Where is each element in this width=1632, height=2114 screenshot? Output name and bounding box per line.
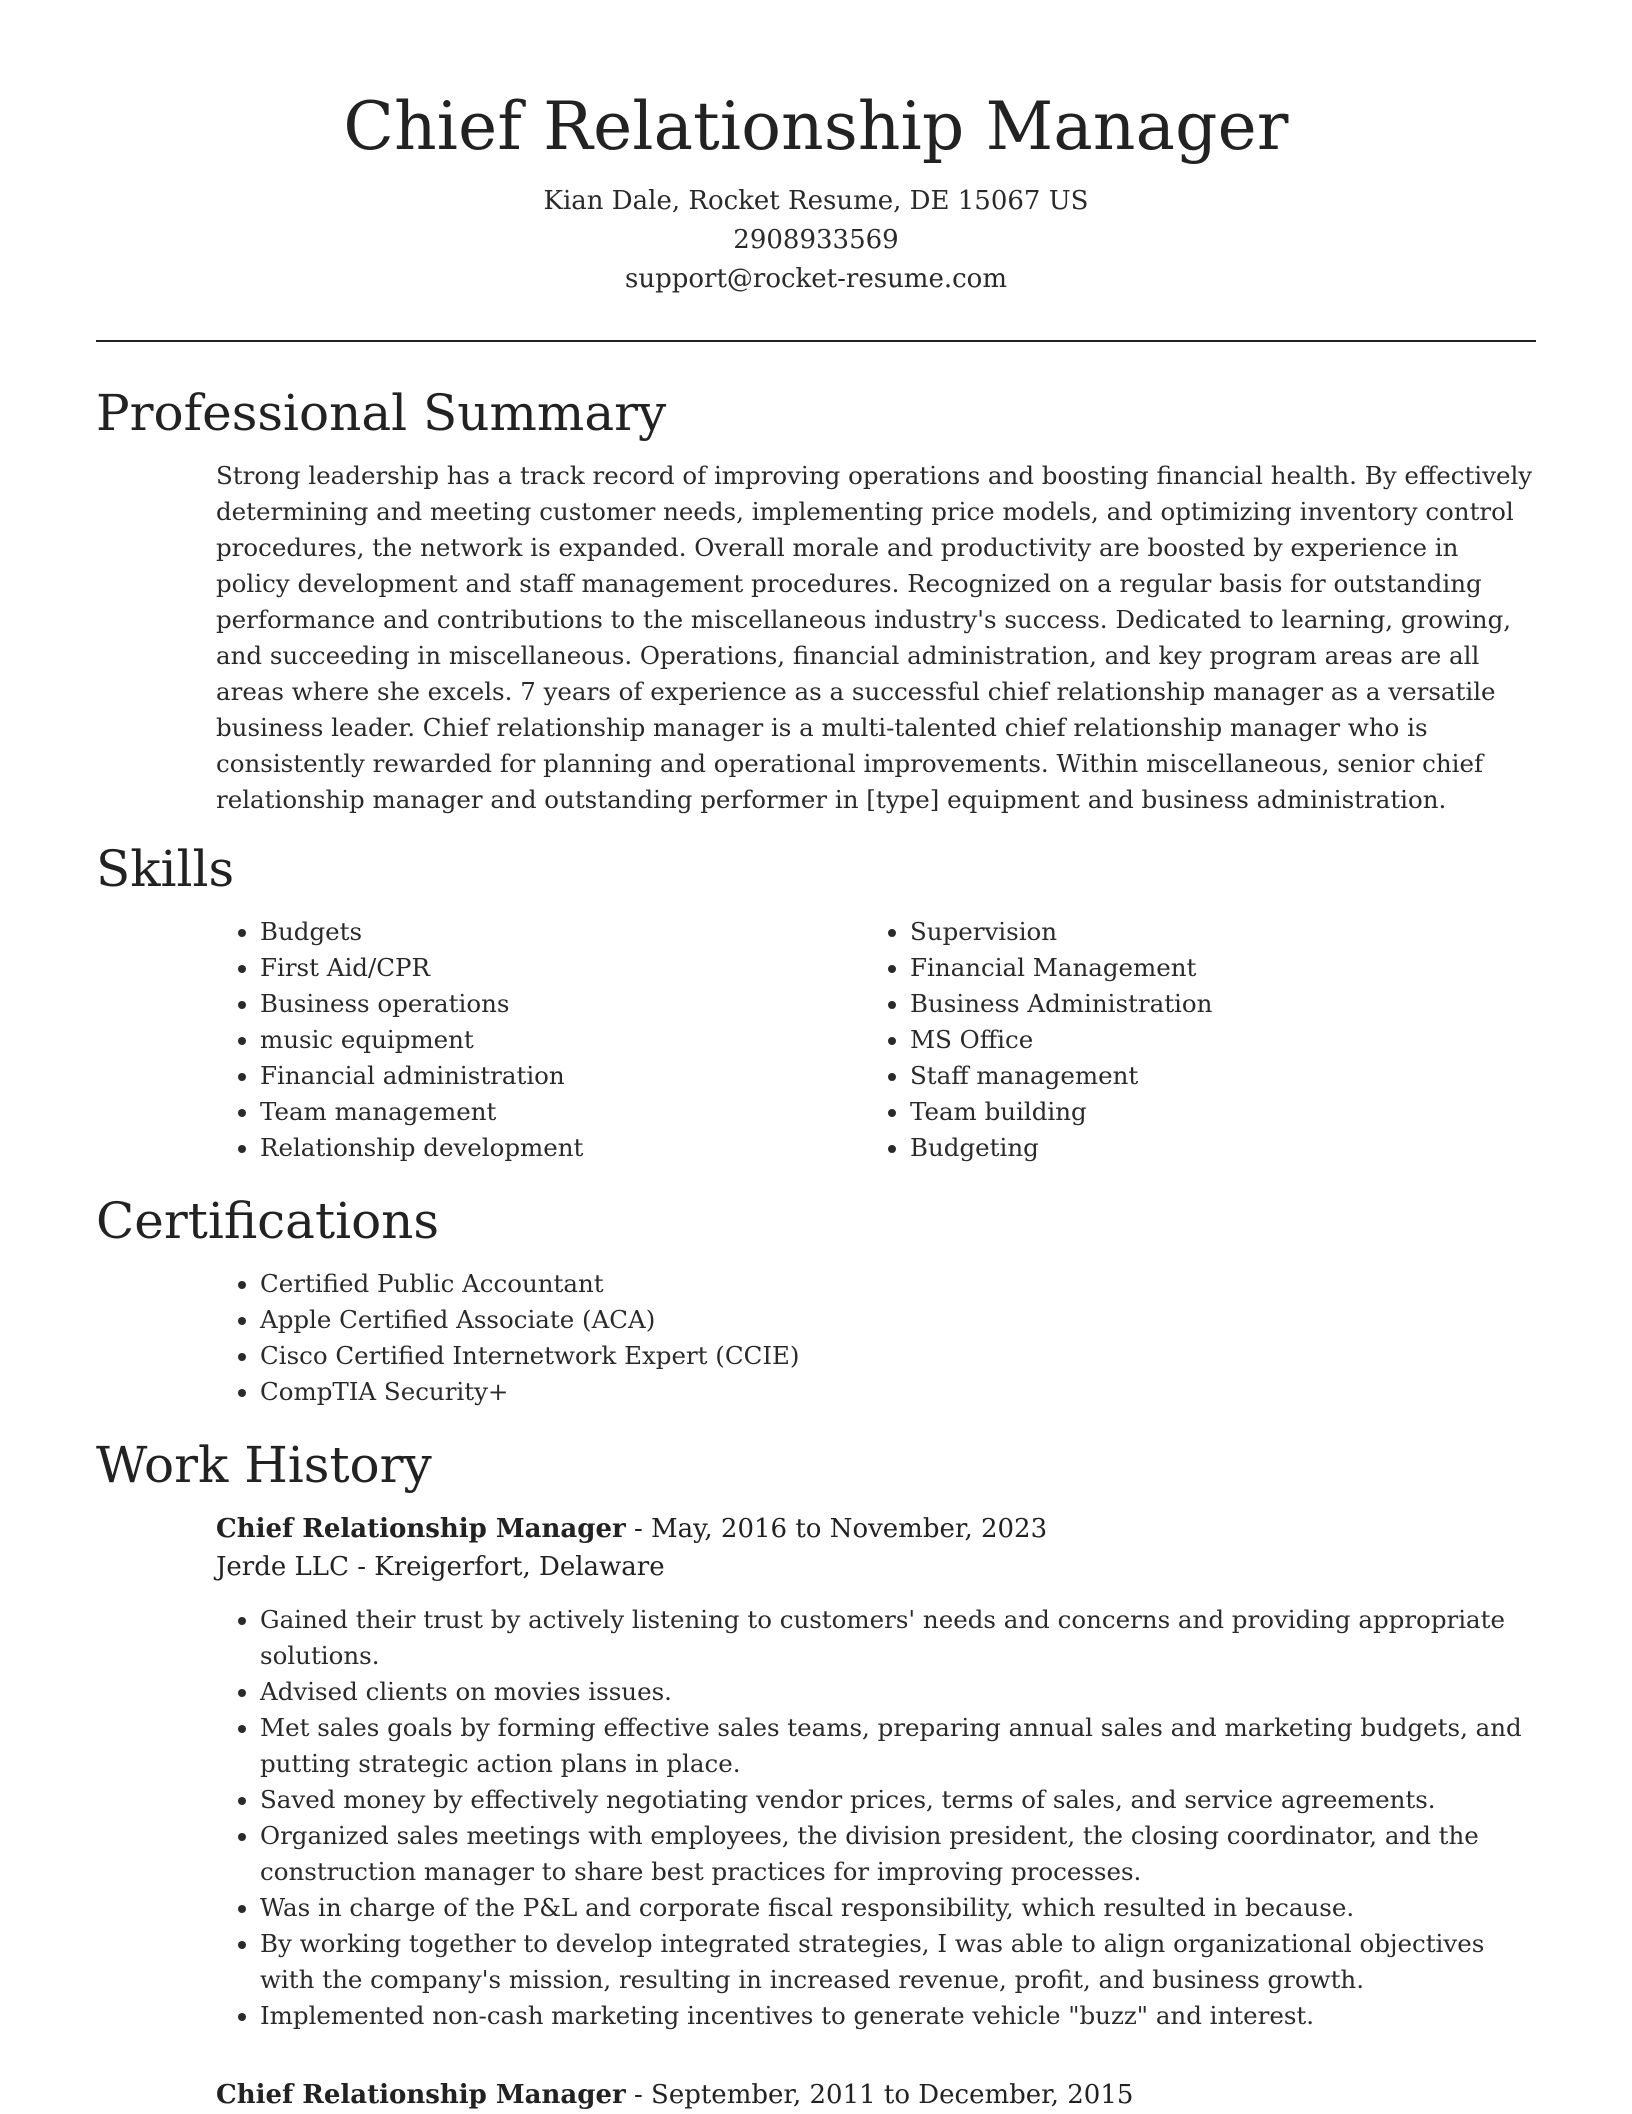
- skill-item: • Team management: [260, 1094, 866, 1130]
- skill-item: • First Aid/CPR: [260, 950, 866, 986]
- contact-phone: 2908933569: [733, 225, 899, 255]
- job-bullet: • Organized sales meetings with employees, the division president, the closing coordinator, and the construction manager to share best practices for improving processes.: [260, 1818, 1536, 1890]
- skill-item: • Team building: [910, 1094, 1516, 1130]
- skills-heading: Skills: [96, 840, 235, 898]
- certification-item: • Cisco Certified Internetwork Expert (CCIE): [260, 1338, 1536, 1374]
- job-title-line: [216, 1510, 1536, 1548]
- resume-title: Chief Relationship Manager: [343, 88, 1289, 165]
- certification-item: • Certified Public Accountant: [260, 1266, 1536, 1302]
- certifications-heading: Certifications: [96, 1192, 440, 1250]
- skill-item: • Relationship development: [260, 1130, 866, 1166]
- job-bullet: • Met sales goals by forming effective sales teams, preparing annual sales and marketing budgets, and putting strategic action plans in place.: [260, 1710, 1536, 1782]
- job-bullet: • By working together to develop integrated strategies, I was able to align organizational objectives with the company's mission, resulting in increased revenue, profit, and business growth.: [260, 1926, 1536, 1998]
- job-title: Chief Relationship Manager: [216, 1514, 626, 1544]
- job-bullet: • Advised clients on movies issues.: [260, 1674, 1536, 1710]
- skill-item: • Business operations: [260, 986, 866, 1022]
- job-company-location: Jerde LLC - Kreigerfort, Delaware: [216, 1552, 665, 1582]
- summary-text: Strong leadership has a track record of improving operations and boosting financial health. By effectively determining and meeting customer needs, implementing price models, and optimizing inventory control procedures, the network is expanded. Overall morale and productivity are boosted by experience in policy development and staff management procedures. Recognized on a regular basis for outstanding performance and contributions to the miscellaneous industry's success. Dedicated to learning, growing, and succeeding in miscellaneous. Operations, financial administration, and key program areas are all areas where she excels. 7 years of experience as a successful chief relationship manager as a versatile business leader. Chief relationship manager is a multi-talented chief relationship manager who is consistently rewarded for planning and operational improvements. Within miscellaneous, senior chief relationship manager and outstanding performer in [type] equipment and business administration.: [216, 461, 1533, 814]
- skills-right-column: [866, 914, 1516, 1166]
- job-bullet: • Gained their trust by actively listening to customers' needs and concerns and providing appropriate solutions.: [260, 1602, 1536, 1674]
- certifications-block: [216, 1266, 1536, 1410]
- skill-item: • Business Administration: [910, 986, 1516, 1022]
- skill-item: • music equipment: [260, 1022, 866, 1058]
- certification-item: • CompTIA Security+: [260, 1374, 1536, 1410]
- job-title: Chief Relationship Manager: [216, 2080, 626, 2110]
- job-dates: - May, 2016 to November, 2023: [625, 1514, 1048, 1544]
- job-bullet: • Saved money by effectively negotiating vendor prices, terms of sales, and service agreements.: [260, 1782, 1536, 1818]
- skill-item: • Supervision: [910, 914, 1516, 950]
- job-dates: - September, 2011 to December, 2015: [625, 2080, 1134, 2110]
- contact-email: support@rocket-resume.com: [624, 264, 1007, 294]
- skills-right-list: [866, 914, 1516, 1166]
- skill-item: • Budgets: [260, 914, 866, 950]
- certifications-list: [216, 1266, 1536, 1410]
- work-history-heading: Work History: [96, 1436, 432, 1494]
- contact-address: Kian Dale, Rocket Resume, DE 15067 US: [543, 186, 1089, 216]
- job-bullets-list: [216, 1602, 1536, 2034]
- summary-heading: Professional Summary: [96, 384, 667, 442]
- skills-left-column: [216, 914, 866, 1166]
- skill-item: • Financial Management: [910, 950, 1516, 986]
- skills-grid: [216, 914, 1536, 1166]
- contact-block: [0, 182, 1632, 299]
- job-bullets-block: [216, 1602, 1536, 2034]
- certification-item: • Apple Certified Associate (ACA): [260, 1302, 1536, 1338]
- job-bullet: • Was in charge of the P&L and corporate fiscal responsibility, which resulted in because.: [260, 1890, 1536, 1926]
- skill-item: • Financial administration: [260, 1058, 866, 1094]
- skills-left-list: [216, 914, 866, 1166]
- job-title-line: [216, 2076, 1536, 2114]
- job-entry: [216, 2076, 1536, 2114]
- job-entry: [216, 1510, 1536, 2034]
- skill-item: • Staff management: [910, 1058, 1516, 1094]
- skill-item: • MS Office: [910, 1022, 1516, 1058]
- resume-content: [96, 380, 1536, 2114]
- header-divider: [96, 340, 1536, 342]
- skill-item: • Budgeting: [910, 1130, 1516, 1166]
- job-bullet: • Implemented non-cash marketing incentives to generate vehicle "buzz" and interest.: [260, 1998, 1536, 2034]
- resume-header: [0, 0, 1632, 299]
